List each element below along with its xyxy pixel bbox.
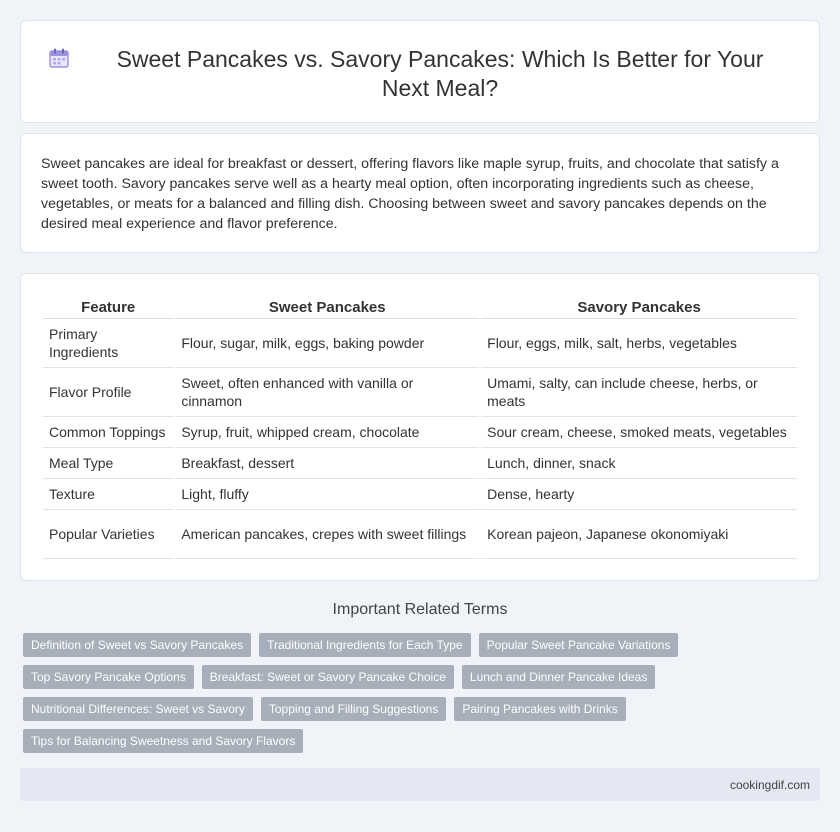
header-savory: Savory Pancakes <box>481 296 797 319</box>
row-sweet: Breakfast, dessert <box>175 448 479 479</box>
row-sweet: Sweet, often enhanced with vanilla or cinnamon <box>175 368 479 417</box>
related-term-tag[interactable]: Tips for Balancing Sweetness and Savory Flavors <box>23 729 303 753</box>
related-terms-list <box>23 633 813 761</box>
page-title: Sweet Pancakes vs. Savory Pancakes: Which Is Better for Your Next Meal? <box>116 46 764 101</box>
row-feature: Popular Varieties <box>43 510 173 559</box>
table-row <box>43 368 797 417</box>
row-feature: Common Toppings <box>43 417 173 448</box>
row-feature: Primary Ingredients <box>43 319 173 368</box>
related-term-tag[interactable]: Traditional Ingredients for Each Type <box>259 633 470 657</box>
row-sweet: American pancakes, crepes with sweet fillings <box>175 510 479 559</box>
table-header-row <box>43 296 797 319</box>
footer <box>20 768 820 801</box>
table-row <box>43 448 797 479</box>
related-term-tag[interactable]: Pairing Pancakes with Drinks <box>454 697 625 721</box>
comparison-table <box>41 296 799 559</box>
intro-card <box>20 133 820 253</box>
row-savory: Lunch, dinner, snack <box>481 448 797 479</box>
header-sweet: Sweet Pancakes <box>175 296 479 319</box>
related-term-tag[interactable]: Nutritional Differences: Sweet vs Savory <box>23 697 253 721</box>
related-term-tag[interactable]: Breakfast: Sweet or Savory Pancake Choice <box>202 665 454 689</box>
related-term-tag[interactable]: Topping and Filling Suggestions <box>261 697 446 721</box>
row-savory: Flour, eggs, milk, salt, herbs, vegetables <box>481 319 797 368</box>
row-sweet: Flour, sugar, milk, eggs, baking powder <box>175 319 479 368</box>
table-row <box>43 417 797 448</box>
row-feature: Meal Type <box>43 448 173 479</box>
related-term-tag[interactable]: Top Savory Pancake Options <box>23 665 194 689</box>
title-card <box>20 20 820 123</box>
intro-paragraph: Sweet pancakes are ideal for breakfast or dessert, offering flavors like maple syrup, fruits, and chocolate that satisfy a sweet tooth. Savory pancakes serve well as a hearty meal option, often incorporating ingredients such as cheese, vegetables, or meats for a balanced and filling dish. Choosing between sweet and savory pancakes depends on the desired meal experience and flavor preference. <box>41 156 779 232</box>
row-sweet: Light, fluffy <box>175 479 479 510</box>
row-savory: Sour cream, cheese, smoked meats, vegetables <box>481 417 797 448</box>
header-feature: Feature <box>43 296 173 319</box>
comparison-card <box>20 273 820 581</box>
related-term-tag[interactable]: Popular Sweet Pancake Variations <box>479 633 679 657</box>
row-feature: Texture <box>43 479 173 510</box>
related-term-tag[interactable]: Definition of Sweet vs Savory Pancakes <box>23 633 251 657</box>
footer-site-link[interactable]: cookingdif.com <box>729 778 810 792</box>
table-row <box>43 319 797 368</box>
related-terms-heading: Important Related Terms <box>332 601 508 618</box>
row-feature: Flavor Profile <box>43 368 173 417</box>
row-savory: Dense, hearty <box>481 479 797 510</box>
table-row <box>43 479 797 510</box>
row-savory: Korean pajeon, Japanese okonomiyaki <box>481 510 797 559</box>
row-savory: Umami, salty, can include cheese, herbs, or meats <box>481 368 797 417</box>
related-term-tag[interactable]: Lunch and Dinner Pancake Ideas <box>462 665 655 689</box>
table-row <box>43 510 797 559</box>
row-sweet: Syrup, fruit, whipped cream, chocolate <box>175 417 479 448</box>
